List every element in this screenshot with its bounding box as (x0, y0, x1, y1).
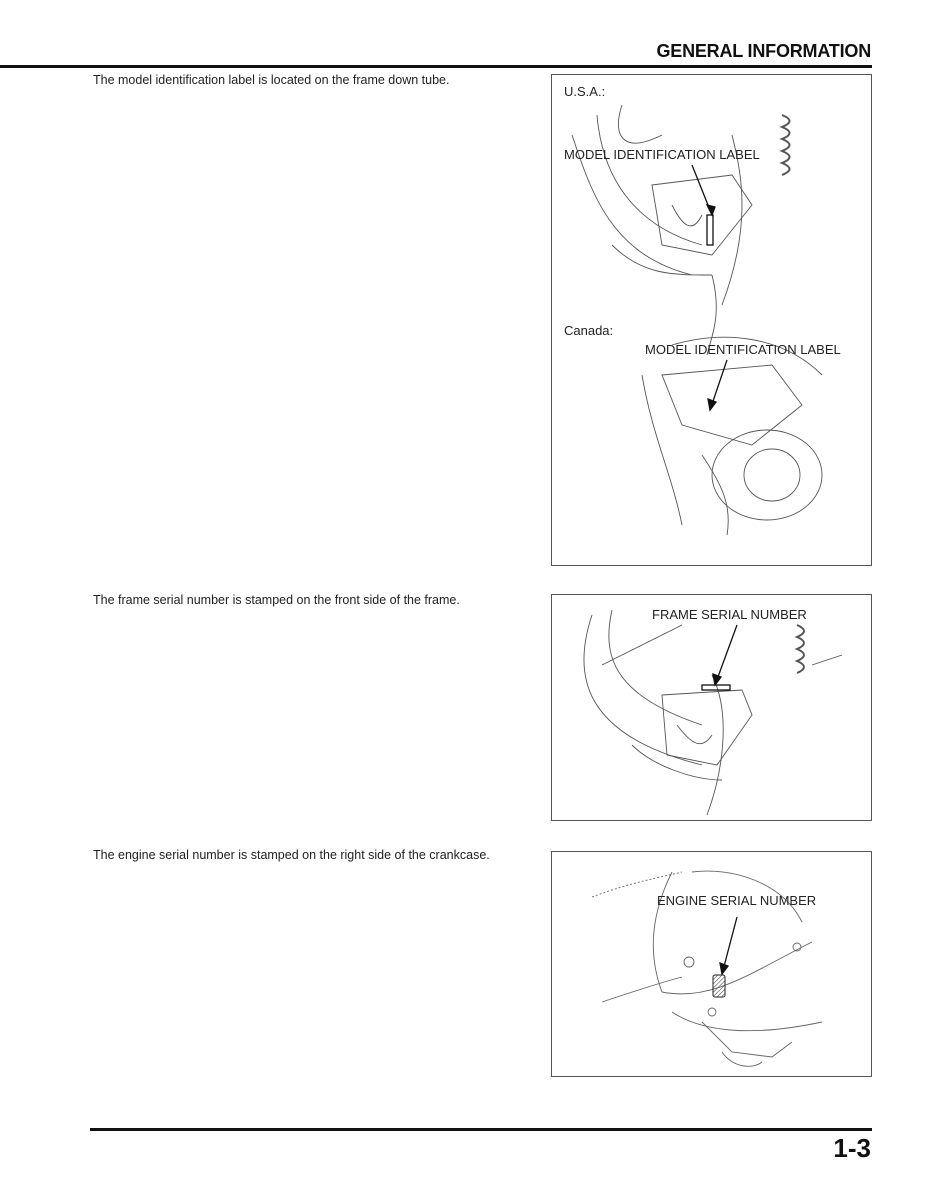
frame-serial-description: The frame serial number is stamped on the front side of the frame. (93, 593, 460, 607)
model-label-figure (551, 74, 872, 566)
engine-serial-description: The engine serial number is stamped on the right side of the crankcase. (93, 848, 490, 862)
engine-serial-figure (551, 851, 872, 1077)
callout-frame-serial-number: FRAME SERIAL NUMBER (652, 607, 807, 622)
model-label-description: The model identification label is located on the frame down tube. (93, 73, 450, 87)
callout-engine-serial-number: ENGINE SERIAL NUMBER (657, 893, 817, 908)
callout-model-identification-label-usa: MODEL IDENTIFICATION LABEL (564, 147, 760, 162)
region-label-canada: Canada: (564, 323, 614, 338)
section-title: GENERAL INFORMATION (656, 41, 871, 61)
page-number: 1-3 (833, 1133, 871, 1163)
frame-serial-figure (551, 594, 872, 821)
callout-model-identification-label-canada: MODEL IDENTIFICATION LABEL (645, 342, 841, 357)
header-divider (0, 65, 872, 68)
footer-divider (90, 1128, 872, 1131)
frame-illustration (552, 595, 871, 820)
region-label-usa: U.S.A.: (564, 84, 606, 99)
crankcase-illustration (552, 852, 871, 1076)
